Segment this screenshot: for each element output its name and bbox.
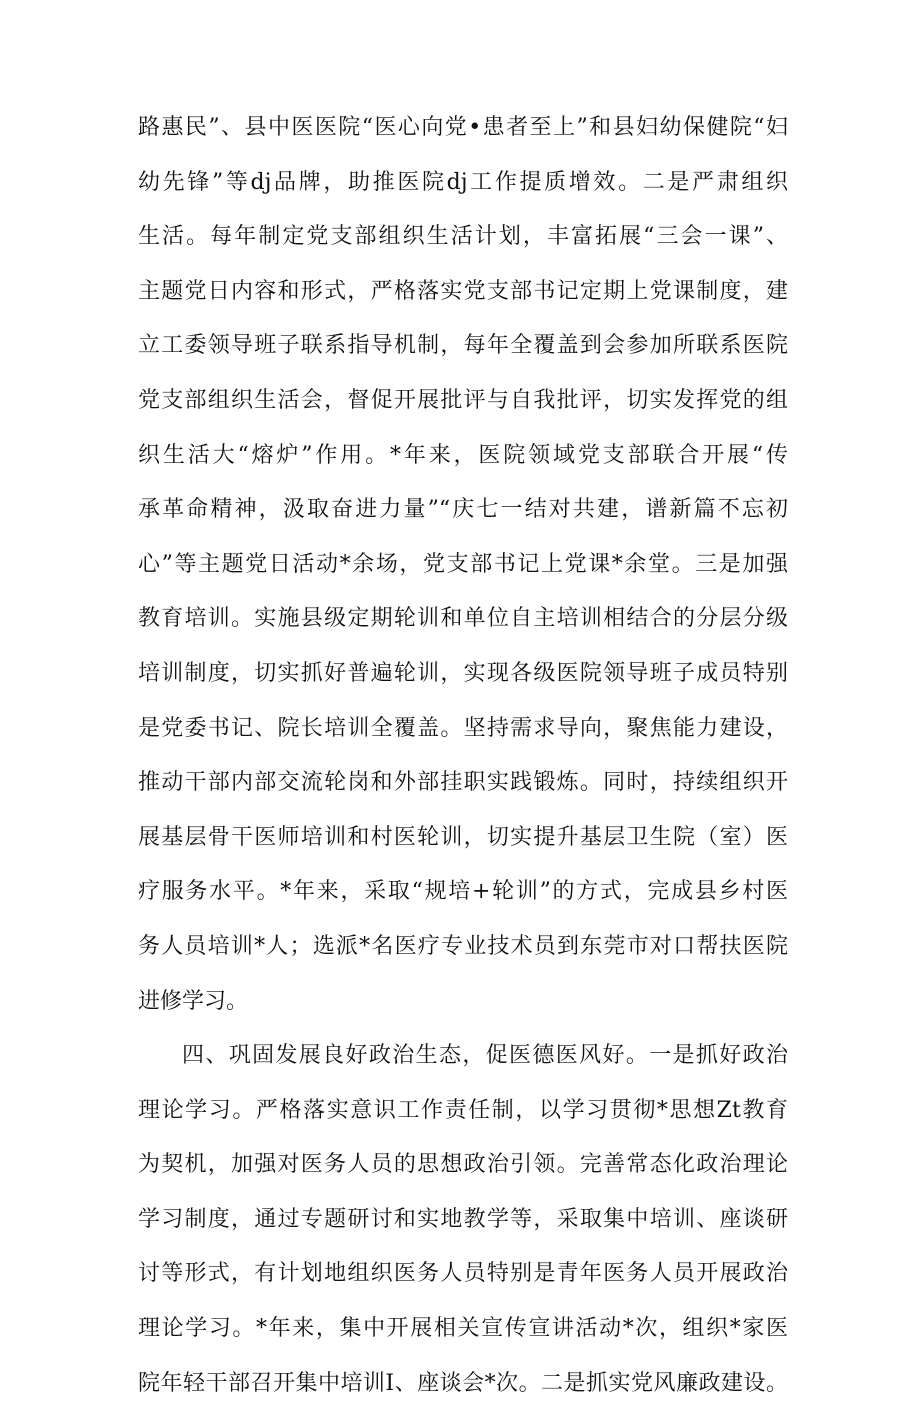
body-text	[138, 101, 788, 1411]
text-line: 承革命精神，汲取奋进力量”“庆七一结对共建，谱新篇不忘初	[138, 497, 788, 523]
text-line: 院年轻干部召开集中培训I、座谈会*次。二是抓实党风廉政建设。	[138, 1370, 788, 1396]
text-line: 教育培训。实施县级定期轮训和单位自主培训相结合的分层分级	[138, 606, 788, 632]
text-line: 是党委书记、院长培训全覆盖。坚持需求导向，聚焦能力建设，	[138, 715, 788, 741]
section-heading-line: 四、巩固发展良好政治生态，促医德医风好。一是抓好政治	[182, 1043, 788, 1069]
text-line: 党支部组织生活会，督促开展批评与自我批评，切实发挥党的组	[138, 387, 788, 413]
text-line: 讨等形式，有计划地组织医务人员特别是青年医务人员开展政治	[138, 1261, 788, 1287]
text-line: 主题党日内容和形式，严格落实党支部书记定期上党课制度，建	[138, 278, 788, 304]
text-line: 理论学习。*年来，集中开展相关宣传宣讲活动*次，组织*家医	[138, 1316, 788, 1342]
text-line: 推动干部内部交流轮岗和外部挂职实践锻炼。同时，持续组织开	[138, 770, 788, 796]
text-line: 疗服务水平。*年来，采取“规培+轮训”的方式，完成县乡村医	[138, 879, 788, 905]
text-line: 生活。每年制定党支部组织生活计划，丰富拓展“三会一课”、	[138, 224, 788, 250]
text-line: 务人员培训*人；选派*名医疗专业技术员到东莞市对口帮扶医院	[138, 933, 788, 959]
text-line: 幼先锋”等dj品牌，助推医院dj工作提质增效。二是严肃组织	[138, 169, 788, 195]
text-line: 培训制度，切实抓好普遍轮训，实现各级医院领导班子成员特别	[138, 660, 788, 686]
text-line: 学习制度，通过专题研讨和实地教学等，采取集中培训、座谈研	[138, 1206, 788, 1232]
text-line: 路惠民”、县中医医院“医心向党•患者至上”和县妇幼保健院“妇	[138, 115, 788, 140]
text-line: 展基层骨干医师培训和村医轮训，切实提升基层卫生院（室）医	[138, 824, 788, 850]
text-line: 为契机，加强对医务人员的思想政治引领。完善常态化政治理论	[138, 1152, 788, 1178]
text-line: 理论学习。严格落实意识工作责任制，以学习贯彻*思想Zt教育	[138, 1097, 788, 1123]
text-line: 心”等主题党日活动*余场，党支部书记上党课*余堂。三是加强	[138, 551, 788, 577]
text-line: 织生活大“熔炉”作用。*年来，医院领域党支部联合开展“传	[138, 442, 788, 468]
text-line: 立工委领导班子联系指导机制，每年全覆盖到会参加所联系医院	[138, 333, 788, 359]
text-line: 进修学习。	[138, 988, 249, 1014]
